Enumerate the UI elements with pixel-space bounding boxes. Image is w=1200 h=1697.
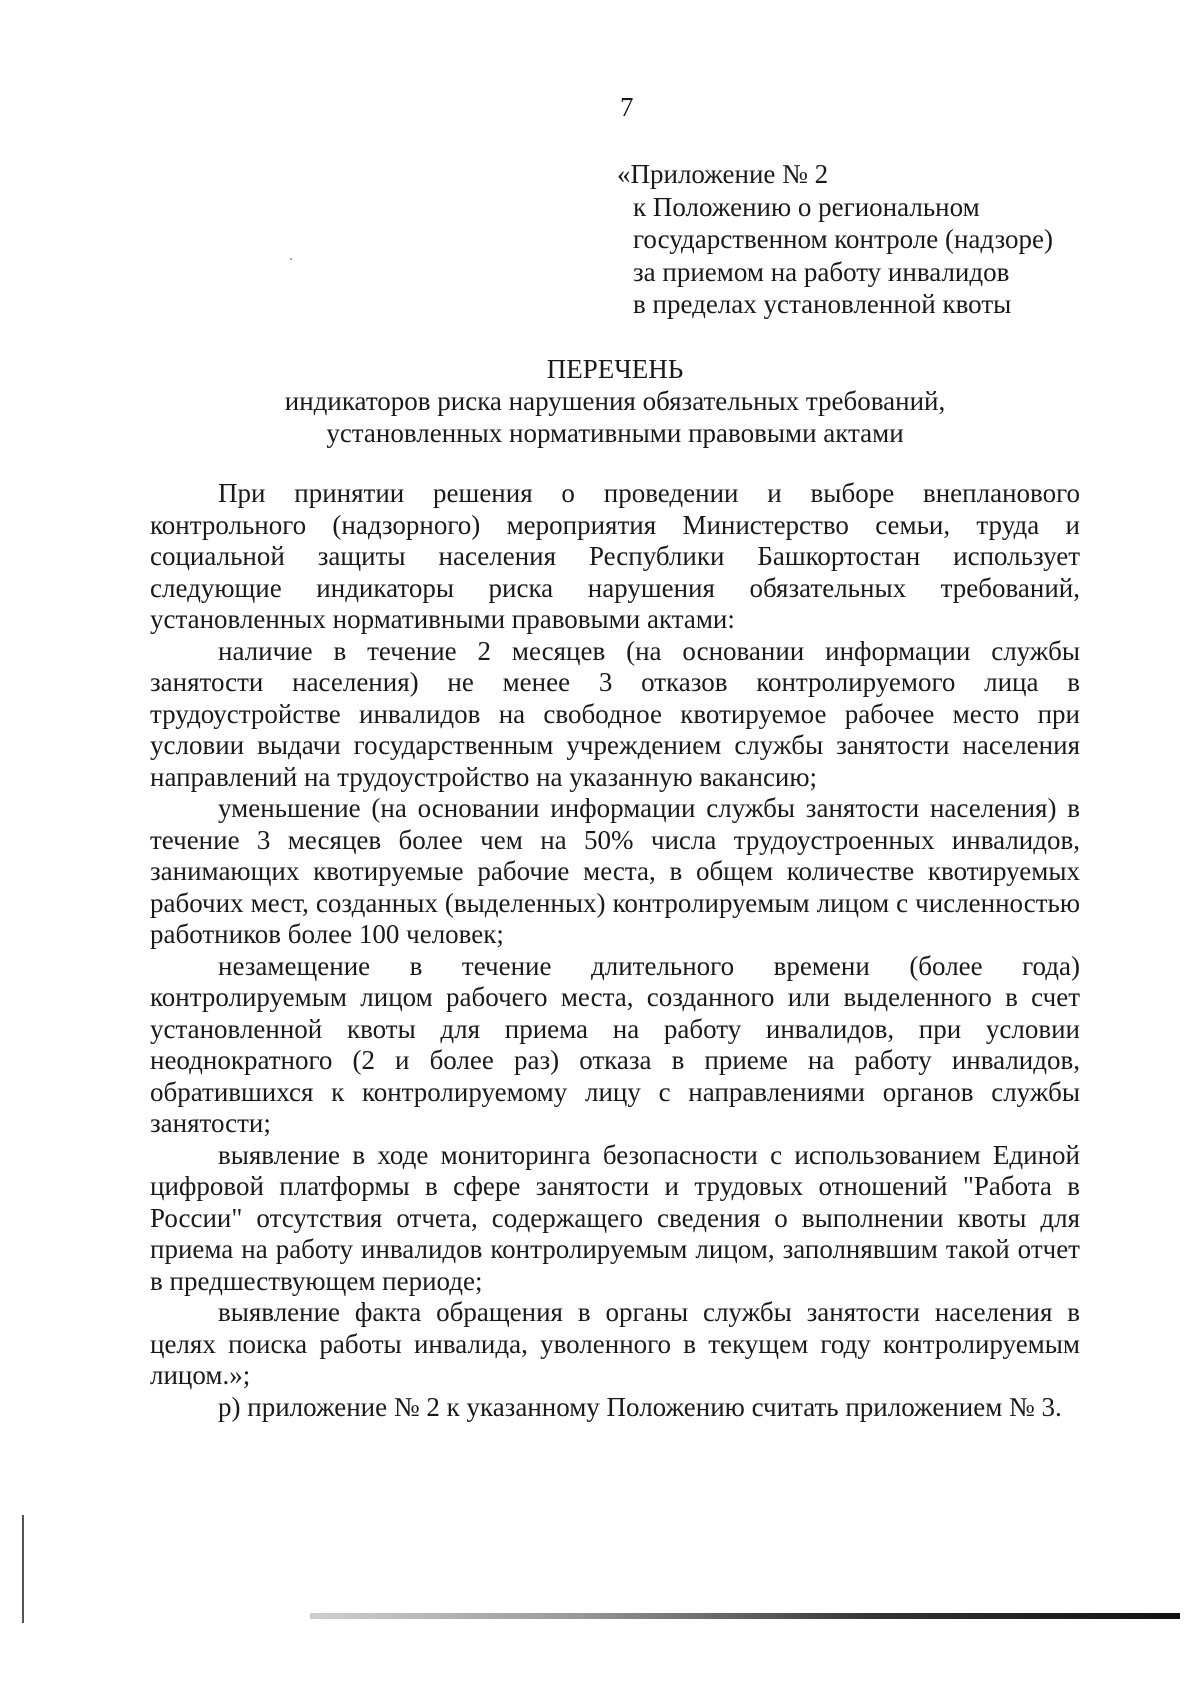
title-subtitle-line: индикаторов риска нарушения обязательных требований, <box>284 386 946 416</box>
paragraph-indicator: выявление в ходе мониторинга безопасности с использованием Единой цифровой платформы в сфере занятости и трудовых отношений "Работа в России" отсутствия отчета, содержащего сведения о выполнении квоты для приема на работу инвалидов контролируемым лицом, заполнявшим такой отчет в предшествующем периоде; <box>150 1139 1080 1296</box>
appendix-header <box>617 158 1053 321</box>
title-heading: ПЕРЕЧЕНЬ <box>546 354 684 384</box>
paragraph-intro: При принятии решения о проведении и выборе внепланового контрольного (надзорного) мероприятия Министерство семьи, труда и социальной защиты населения Республики Башкортостан использует следующие индикаторы риска нарушения обязательных требований, установленных нормативными правовыми актами: <box>150 478 1080 634</box>
appendix-line: «Приложение № 2 <box>617 159 829 189</box>
paragraph-indicator: незамещение в течение длительного времени (более года) контролируемым лицом рабочего места, созданного или выделенного в счет установленной квоты для приема на работу инвалидов, при условии неоднократного (2 и более раз) отказа в приеме на работу инвалидов, обратившихся к контролируемому лицу с направлениями органов службы занятости; <box>150 950 1080 1138</box>
paragraph-amendment: р) приложение № 2 к указанному Положению считать приложением № 3. <box>218 1391 1062 1422</box>
title-subtitle-line: установленных нормативными правовыми актами <box>326 418 904 448</box>
appendix-line: в пределах установленной квоты <box>633 289 1012 319</box>
paragraph-indicator: выявление факта обращения в органы службы занятости населения в целях поиска работы инвалида, уволенного в текущем году контролируемым лицом.»; <box>150 1297 1080 1390</box>
scan-speck <box>290 258 292 260</box>
document-title <box>150 353 1080 449</box>
scan-edge-mark <box>22 1515 24 1623</box>
page-number: 7 <box>620 92 634 122</box>
appendix-line: за приемом на работу инвалидов <box>633 256 1010 287</box>
paragraph-indicator: наличие в течение 2 месяцев (на основании информации службы занятости населения) не менее 3 отказов контролируемого лица в трудоустройстве инвалидов на свободное квотируемое рабочее место при условии выдачи государственным учреждением службы занятости населения направлений на трудоустройство на указанную вакансию; <box>150 635 1080 792</box>
appendix-line: к Положению о региональном <box>633 191 980 222</box>
scan-bottom-rule <box>310 1613 1180 1619</box>
paragraph-indicator: уменьшение (на основании информации службы занятости населения) в течение 3 месяцев более чем на 50% числа трудоустроенных инвалидов, занимающих квотируемые рабочие места, в общем количестве квотируемых рабочих мест, созданных (выделенных) контролируемым лицом с численностью работников более 100 человек; <box>150 793 1080 949</box>
document-body <box>150 478 1080 1423</box>
appendix-line: государственном контроле (надзоре) <box>633 224 1053 254</box>
